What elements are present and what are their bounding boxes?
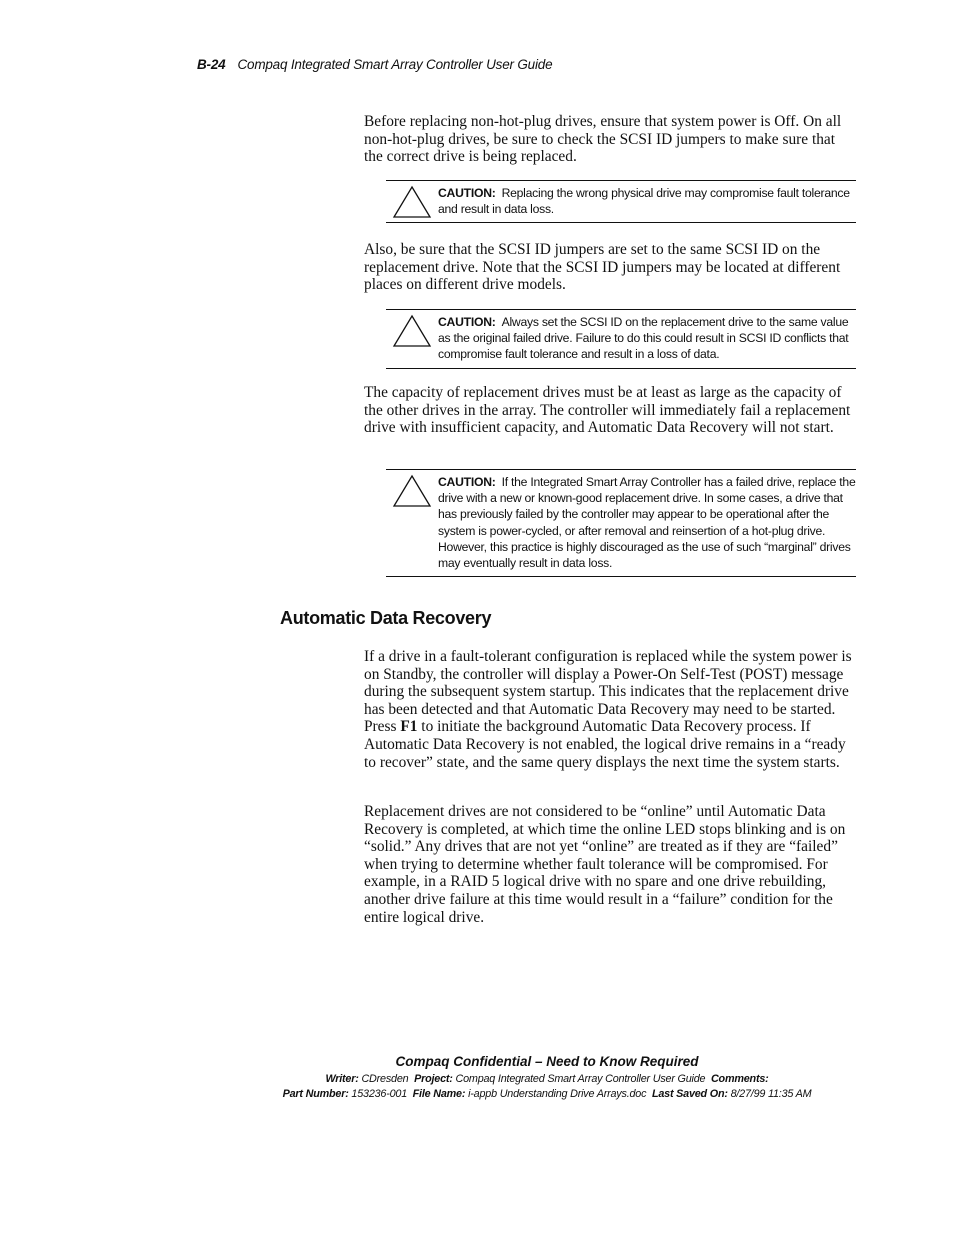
comments-label: Comments:	[710, 1073, 769, 1085]
paragraph-adr-standby	[364, 648, 856, 771]
last-saved-value: 8/27/99 11:35 AM	[730, 1088, 812, 1100]
footer-writer-line	[70, 1073, 954, 1085]
page-number: B-24	[197, 57, 226, 72]
caution-triangle-icon	[392, 314, 432, 348]
project-value: Compaq Integrated Smart Array Controller User Guide	[455, 1073, 706, 1085]
running-header	[197, 57, 552, 72]
caution-text	[438, 185, 856, 217]
document-title: Compaq Integrated Smart Array Controller User Guide	[237, 57, 553, 72]
footer-part-line	[70, 1088, 954, 1100]
caution-triangle-icon	[392, 185, 432, 219]
caution-box-scsi-id	[386, 309, 856, 369]
part-number-value: 153236-001	[351, 1088, 408, 1100]
writer-label: Writer:	[325, 1073, 359, 1085]
key-f1: F1	[400, 718, 418, 736]
caution-text	[438, 314, 856, 363]
text-run: to initiate the background Automatic Data Recovery process. If Automatic Data Recovery is not enabled, the logical drive remains in a “ready to recover” state, and the same query displays the next time the system starts.	[364, 718, 846, 771]
section-heading: Automatic Data Recovery	[280, 608, 492, 628]
paragraph-scsi-jumpers: Also, be sure that the SCSI ID jumpers are set to the same SCSI ID on the replacement drive. Note that the SCSI ID jumpers may be located at different places on different drive models.	[364, 241, 841, 294]
caution-label: CAUTION:	[438, 186, 496, 200]
writer-value: CDresden	[361, 1073, 409, 1085]
caution-triangle-icon	[392, 474, 432, 508]
caution-label: CAUTION:	[438, 475, 496, 489]
file-name-value: i-appb Understanding Drive Arrays.doc	[468, 1088, 647, 1100]
file-name-label: File Name:	[412, 1088, 466, 1100]
part-number-label: Part Number:	[282, 1088, 349, 1100]
caution-message: Always set the SCSI ID on the replacement drive to the same value as the original failed drive. Failure to do this could result in SCSI ID conflicts that compromise fault tolerance and result in a loss of data.	[438, 315, 849, 362]
paragraph-capacity: The capacity of replacement drives must be at least as large as the capacity of the other drives in the array. The controller will immediately fail a replacement drive with insufficient capacity, and Automatic Data Recovery will not start.	[364, 384, 851, 437]
last-saved-label: Last Saved On:	[651, 1088, 728, 1100]
paragraph-non-hot-plug: Before replacing non-hot-plug drives, ensure that system power is Off. On all non-hot-plug drives, be sure to check the SCSI ID jumpers to make sure that the correct drive is being replaced.	[364, 113, 842, 166]
caution-box-wrong-drive	[386, 180, 856, 223]
caution-box-failed-drive	[386, 469, 856, 577]
caution-text	[438, 474, 856, 571]
caution-message: If the Integrated Smart Array Controller has a failed drive, replace the drive with a new or known-good replacement drive. In some cases, a drive that has previously failed by the controller may appear to be operational after the system is power-cycled, or after removal and reinsertion of a hot-plug drive. However, this practice is highly discouraged as the use of such “marginal” drives may eventually result in data loss.	[438, 475, 856, 571]
project-label: Project:	[414, 1073, 453, 1085]
text-run: If a drive in a fault-tolerant configuration is replaced while the system power is on Standby, the controller will display a Power-On Self-Test (POST) message during the subsequent system startup. This indicates that the replacement drive has been detected and that Automatic Data Recovery may need to be started. Press	[364, 648, 852, 736]
caution-message: Replacing the wrong physical drive may compromise fault tolerance and result in data loss.	[438, 186, 850, 217]
paragraph-online-status: Replacement drives are not considered to be “online” until Automatic Data Recovery is completed, at which time the online LED stops blinking and is on “solid.” Any drives that are not yet “online” are treated as if they are “failed” when trying to determine whether fault tolerance will be compromised. For example, in a RAID 5 logical drive with no spare and one drive rebuilding, another drive failure at this time would result in a “failure” condition for the entire logical drive.	[364, 803, 846, 926]
footer-confidential: Compaq Confidential – Need to Know Required	[395, 1054, 699, 1069]
caution-label: CAUTION:	[438, 315, 496, 329]
